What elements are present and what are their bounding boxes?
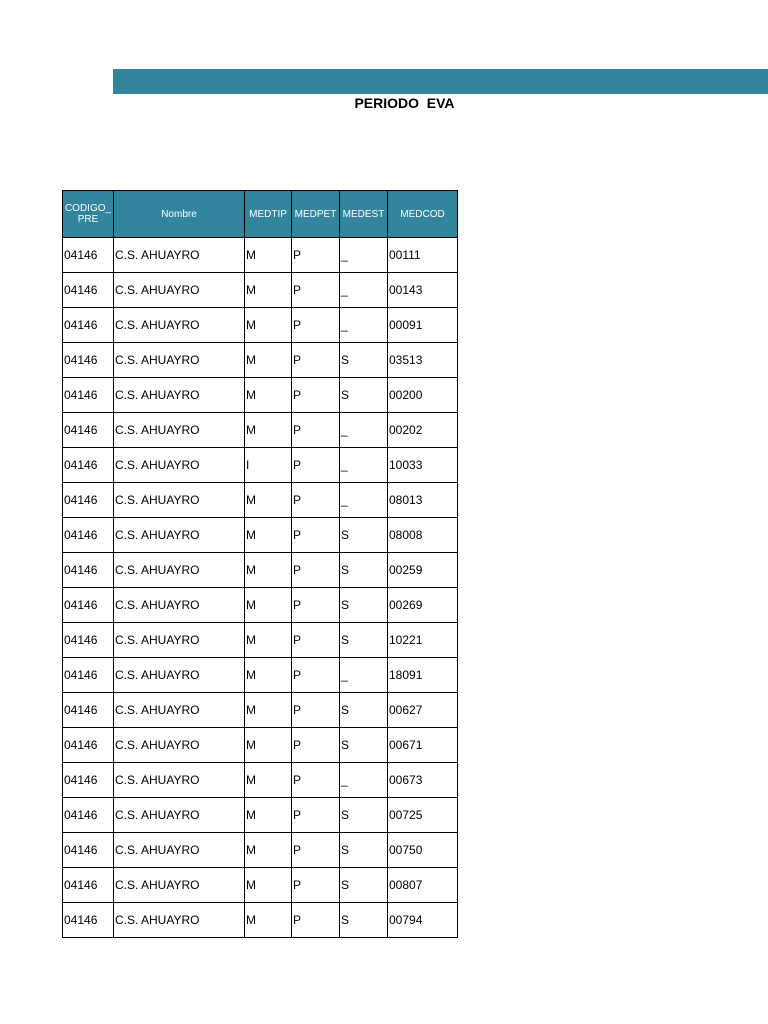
cell-medpet: P (292, 518, 340, 553)
cell-medest: _ (340, 448, 388, 483)
table-row (63, 483, 458, 518)
cell-medpet: P (292, 728, 340, 763)
cell-medpet: P (292, 693, 340, 728)
table-row (63, 518, 458, 553)
cell-codigo-pre: 04146 (63, 658, 114, 693)
cell-medtip: I (245, 448, 292, 483)
cell-nombre: C.S. AHUAYRO (114, 868, 245, 903)
report-title: PERIODO EVA (354, 95, 455, 111)
cell-medest: _ (340, 483, 388, 518)
cell-medpet: P (292, 273, 340, 308)
cell-medcod: 08013 (388, 483, 458, 518)
cell-medcod: 00725 (388, 798, 458, 833)
table-row (63, 623, 458, 658)
cell-medtip: M (245, 833, 292, 868)
cell-nombre: C.S. AHUAYRO (114, 588, 245, 623)
column-header-medest: MEDEST (340, 191, 388, 238)
cell-nombre: C.S. AHUAYRO (114, 693, 245, 728)
cell-nombre: C.S. AHUAYRO (114, 518, 245, 553)
cell-medtip: M (245, 763, 292, 798)
cell-nombre: C.S. AHUAYRO (114, 273, 245, 308)
cell-medest: S (340, 798, 388, 833)
cell-medest: S (340, 903, 388, 938)
cell-nombre: C.S. AHUAYRO (114, 728, 245, 763)
table-row (63, 798, 458, 833)
cell-nombre: C.S. AHUAYRO (114, 553, 245, 588)
cell-medcod: 00091 (388, 308, 458, 343)
cell-medtip: M (245, 378, 292, 413)
cell-medpet: P (292, 413, 340, 448)
cell-medest: S (340, 378, 388, 413)
cell-medest: _ (340, 238, 388, 273)
cell-medcod: 00111 (388, 238, 458, 273)
cell-medtip: M (245, 903, 292, 938)
table-row (63, 308, 458, 343)
table-body (63, 238, 458, 938)
cell-medtip: M (245, 413, 292, 448)
table-row (63, 588, 458, 623)
cell-medpet: P (292, 763, 340, 798)
cell-medtip: M (245, 588, 292, 623)
table-row (63, 693, 458, 728)
cell-nombre: C.S. AHUAYRO (114, 798, 245, 833)
cell-medtip: M (245, 693, 292, 728)
cell-codigo-pre: 04146 (63, 483, 114, 518)
cell-medcod: 00202 (388, 413, 458, 448)
cell-medtip: M (245, 798, 292, 833)
cell-medcod: 00750 (388, 833, 458, 868)
cell-nombre: C.S. AHUAYRO (114, 343, 245, 378)
cell-medest: _ (340, 273, 388, 308)
cell-medpet: P (292, 483, 340, 518)
cell-codigo-pre: 04146 (63, 553, 114, 588)
cell-medpet: P (292, 343, 340, 378)
column-header-nombre: Nombre (114, 191, 245, 238)
table-row (63, 448, 458, 483)
cell-medtip: M (245, 728, 292, 763)
cell-medpet: P (292, 378, 340, 413)
cell-medpet: P (292, 868, 340, 903)
cell-nombre: C.S. AHUAYRO (114, 308, 245, 343)
cell-medpet: P (292, 553, 340, 588)
cell-medpet: P (292, 798, 340, 833)
cell-codigo-pre: 04146 (63, 623, 114, 658)
table-row (63, 413, 458, 448)
cell-medtip: M (245, 343, 292, 378)
cell-medpet: P (292, 658, 340, 693)
cell-nombre: C.S. AHUAYRO (114, 623, 245, 658)
cell-medtip: M (245, 658, 292, 693)
cell-codigo-pre: 04146 (63, 728, 114, 763)
cell-medest: _ (340, 308, 388, 343)
cell-medpet: P (292, 903, 340, 938)
cell-medest: _ (340, 763, 388, 798)
cell-codigo-pre: 04146 (63, 798, 114, 833)
table-header-row (63, 191, 458, 238)
cell-medest: _ (340, 658, 388, 693)
cell-medtip: M (245, 483, 292, 518)
cell-codigo-pre: 04146 (63, 273, 114, 308)
cell-nombre: C.S. AHUAYRO (114, 763, 245, 798)
cell-codigo-pre: 04146 (63, 763, 114, 798)
data-table (62, 190, 458, 938)
cell-medcod: 00794 (388, 903, 458, 938)
cell-medtip: M (245, 238, 292, 273)
cell-medcod: 00671 (388, 728, 458, 763)
cell-medcod: 08008 (388, 518, 458, 553)
column-header-medcod: MEDCOD (388, 191, 458, 238)
cell-codigo-pre: 04146 (63, 448, 114, 483)
cell-medcod: 00627 (388, 693, 458, 728)
cell-medtip: M (245, 868, 292, 903)
cell-medtip: M (245, 273, 292, 308)
cell-medtip: M (245, 553, 292, 588)
header-band (113, 69, 768, 94)
cell-codigo-pre: 04146 (63, 833, 114, 868)
cell-codigo-pre: 04146 (63, 238, 114, 273)
cell-medpet: P (292, 238, 340, 273)
cell-codigo-pre: 04146 (63, 413, 114, 448)
cell-codigo-pre: 04146 (63, 868, 114, 903)
column-header-codigo-pre: CODIGO_ PRE (63, 191, 114, 238)
cell-medcod: 00269 (388, 588, 458, 623)
cell-codigo-pre: 04146 (63, 378, 114, 413)
cell-codigo-pre: 04146 (63, 693, 114, 728)
cell-medest: _ (340, 413, 388, 448)
cell-medcod: 00259 (388, 553, 458, 588)
table-row (63, 553, 458, 588)
cell-medpet: P (292, 833, 340, 868)
cell-medtip: M (245, 518, 292, 553)
cell-medcod: 10033 (388, 448, 458, 483)
cell-medest: S (340, 693, 388, 728)
cell-codigo-pre: 04146 (63, 903, 114, 938)
cell-nombre: C.S. AHUAYRO (114, 903, 245, 938)
cell-medest: S (340, 553, 388, 588)
table-row (63, 833, 458, 868)
cell-medest: S (340, 623, 388, 658)
cell-codigo-pre: 04146 (63, 308, 114, 343)
cell-medest: S (340, 833, 388, 868)
cell-medcod: 00200 (388, 378, 458, 413)
cell-medpet: P (292, 623, 340, 658)
cell-codigo-pre: 04146 (63, 518, 114, 553)
cell-nombre: C.S. AHUAYRO (114, 378, 245, 413)
table-row (63, 728, 458, 763)
column-header-medpet: MEDPET (292, 191, 340, 238)
column-header-medtip: MEDTIP (245, 191, 292, 238)
cell-medest: S (340, 588, 388, 623)
cell-nombre: C.S. AHUAYRO (114, 238, 245, 273)
table-row (63, 868, 458, 903)
cell-medest: S (340, 518, 388, 553)
table-row (63, 903, 458, 938)
cell-nombre: C.S. AHUAYRO (114, 448, 245, 483)
table-row (63, 238, 458, 273)
table-row (63, 343, 458, 378)
cell-codigo-pre: 04146 (63, 588, 114, 623)
cell-medpet: P (292, 588, 340, 623)
table-row (63, 658, 458, 693)
cell-medpet: P (292, 448, 340, 483)
cell-medtip: M (245, 623, 292, 658)
cell-nombre: C.S. AHUAYRO (114, 658, 245, 693)
cell-medest: S (340, 728, 388, 763)
cell-medcod: 18091 (388, 658, 458, 693)
table-row (63, 378, 458, 413)
cell-nombre: C.S. AHUAYRO (114, 483, 245, 518)
cell-medcod: 00807 (388, 868, 458, 903)
cell-medest: S (340, 343, 388, 378)
cell-medcod: 00143 (388, 273, 458, 308)
cell-nombre: C.S. AHUAYRO (114, 413, 245, 448)
cell-medcod: 00673 (388, 763, 458, 798)
table-row (63, 763, 458, 798)
cell-medcod: 10221 (388, 623, 458, 658)
table-row (63, 273, 458, 308)
cell-codigo-pre: 04146 (63, 343, 114, 378)
cell-medtip: M (245, 308, 292, 343)
cell-medest: S (340, 868, 388, 903)
cell-nombre: C.S. AHUAYRO (114, 833, 245, 868)
cell-medcod: 03513 (388, 343, 458, 378)
cell-medpet: P (292, 308, 340, 343)
